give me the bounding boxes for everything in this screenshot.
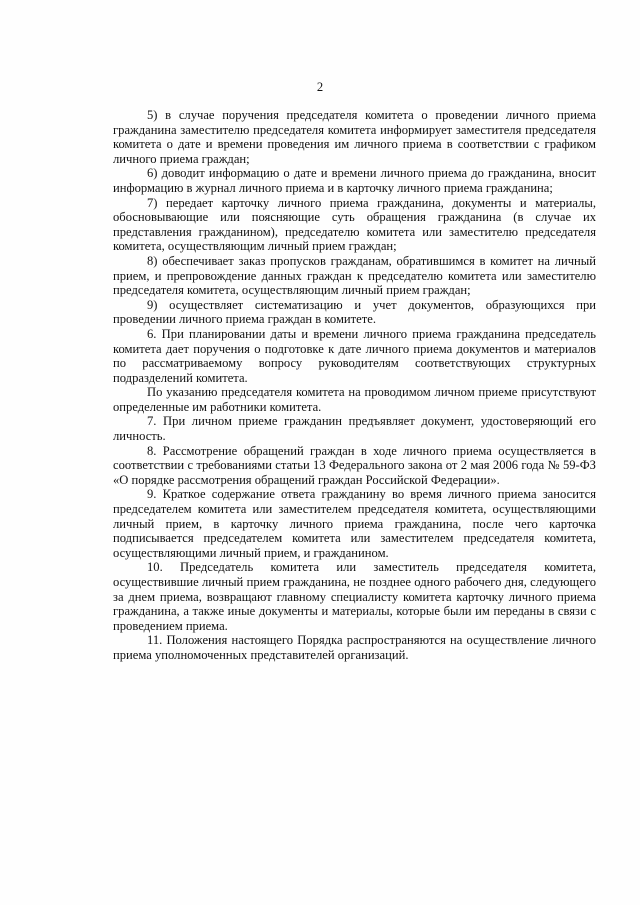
paragraph-7: 7) передает карточку личного приема гражданина, документы и материалы, обосновывающие или поясняющие суть обращения гражданина (в случае их представления гражданином), председателю комитета или заместителю председателя комитета, осуществляющим личный прием граждан; — [113, 195, 596, 254]
clause-11: 11. Положения настоящего Порядка распространяются на осуществление личного приема уполномоченных представителей организаций. — [113, 633, 596, 662]
paragraph-5: 5) в случае поручения председателя комитета о проведении личного приема гражданина заместителю председателя комитета информирует заместителя председателя комитета о дате и времени проведения им личного приема в соответствии с графиком личного приема граждан; — [113, 108, 596, 166]
clause-6: 6. При планировании даты и времени личного приема гражданина председатель комитета дает поручения о подготовке к дате личного приема документов и материалов по рассматриваемому вопросу руководителям соответствующих структурных подразделений комитета. — [113, 326, 596, 385]
document-body — [113, 108, 596, 663]
clause-7: 7. При личном приеме гражданин предъявляет документ, удостоверяющий его личность. — [113, 414, 596, 444]
paragraph-8: 8) обеспечивает заказ пропусков гражданам, обратившимся в комитет на личный прием, и препровождение данных граждан к председателю комитета или заместителю председателя комитета, осуществляющим личный прием граждан; — [113, 253, 596, 298]
page-number: 2 — [316, 80, 324, 94]
paragraph-6: 6) доводит информацию о дате и времени личного приема до гражданина, вносит информацию в журнал личного приема и в карточку личного приема гражданина; — [113, 166, 596, 195]
clause-9: 9. Краткое содержание ответа гражданину во время личного приема заносится председателем комитета или заместителем председателя комитета, осуществляющими личный прием, в карточку личного приема гражданина, после чего карточка подписывается председателем комитета или заместителем председателя комитета, осуществляющими личный прием, и гражданином. — [113, 487, 596, 560]
paragraph-9: 9) осуществляет систематизацию и учет документов, образующихся при проведении личного приема граждан в комитете. — [113, 297, 596, 327]
clause-8: 8. Рассмотрение обращений граждан в ходе личного приема осуществляется в соответствии с требованиями статьи 13 Федерального закона от 2 мая 2006 года № 59-ФЗ «О порядке рассмотрения обращений граждан Российской Федерации». — [113, 443, 596, 487]
clause-10: 10. Председатель комитета или заместитель председателя комитета, осуществившие личный прием гражданина, не позднее одного рабочего дня, следующего за днем приема, возвращают главному специалисту комитета карточку личного приема гражданина, а также иные документы и материалы, которые были им переданы в связи с проведением приема. — [113, 560, 596, 633]
clause-6-continuation: По указанию председателя комитета на проводимом личном приеме присутствуют определенные им работники комитета. — [113, 385, 596, 414]
